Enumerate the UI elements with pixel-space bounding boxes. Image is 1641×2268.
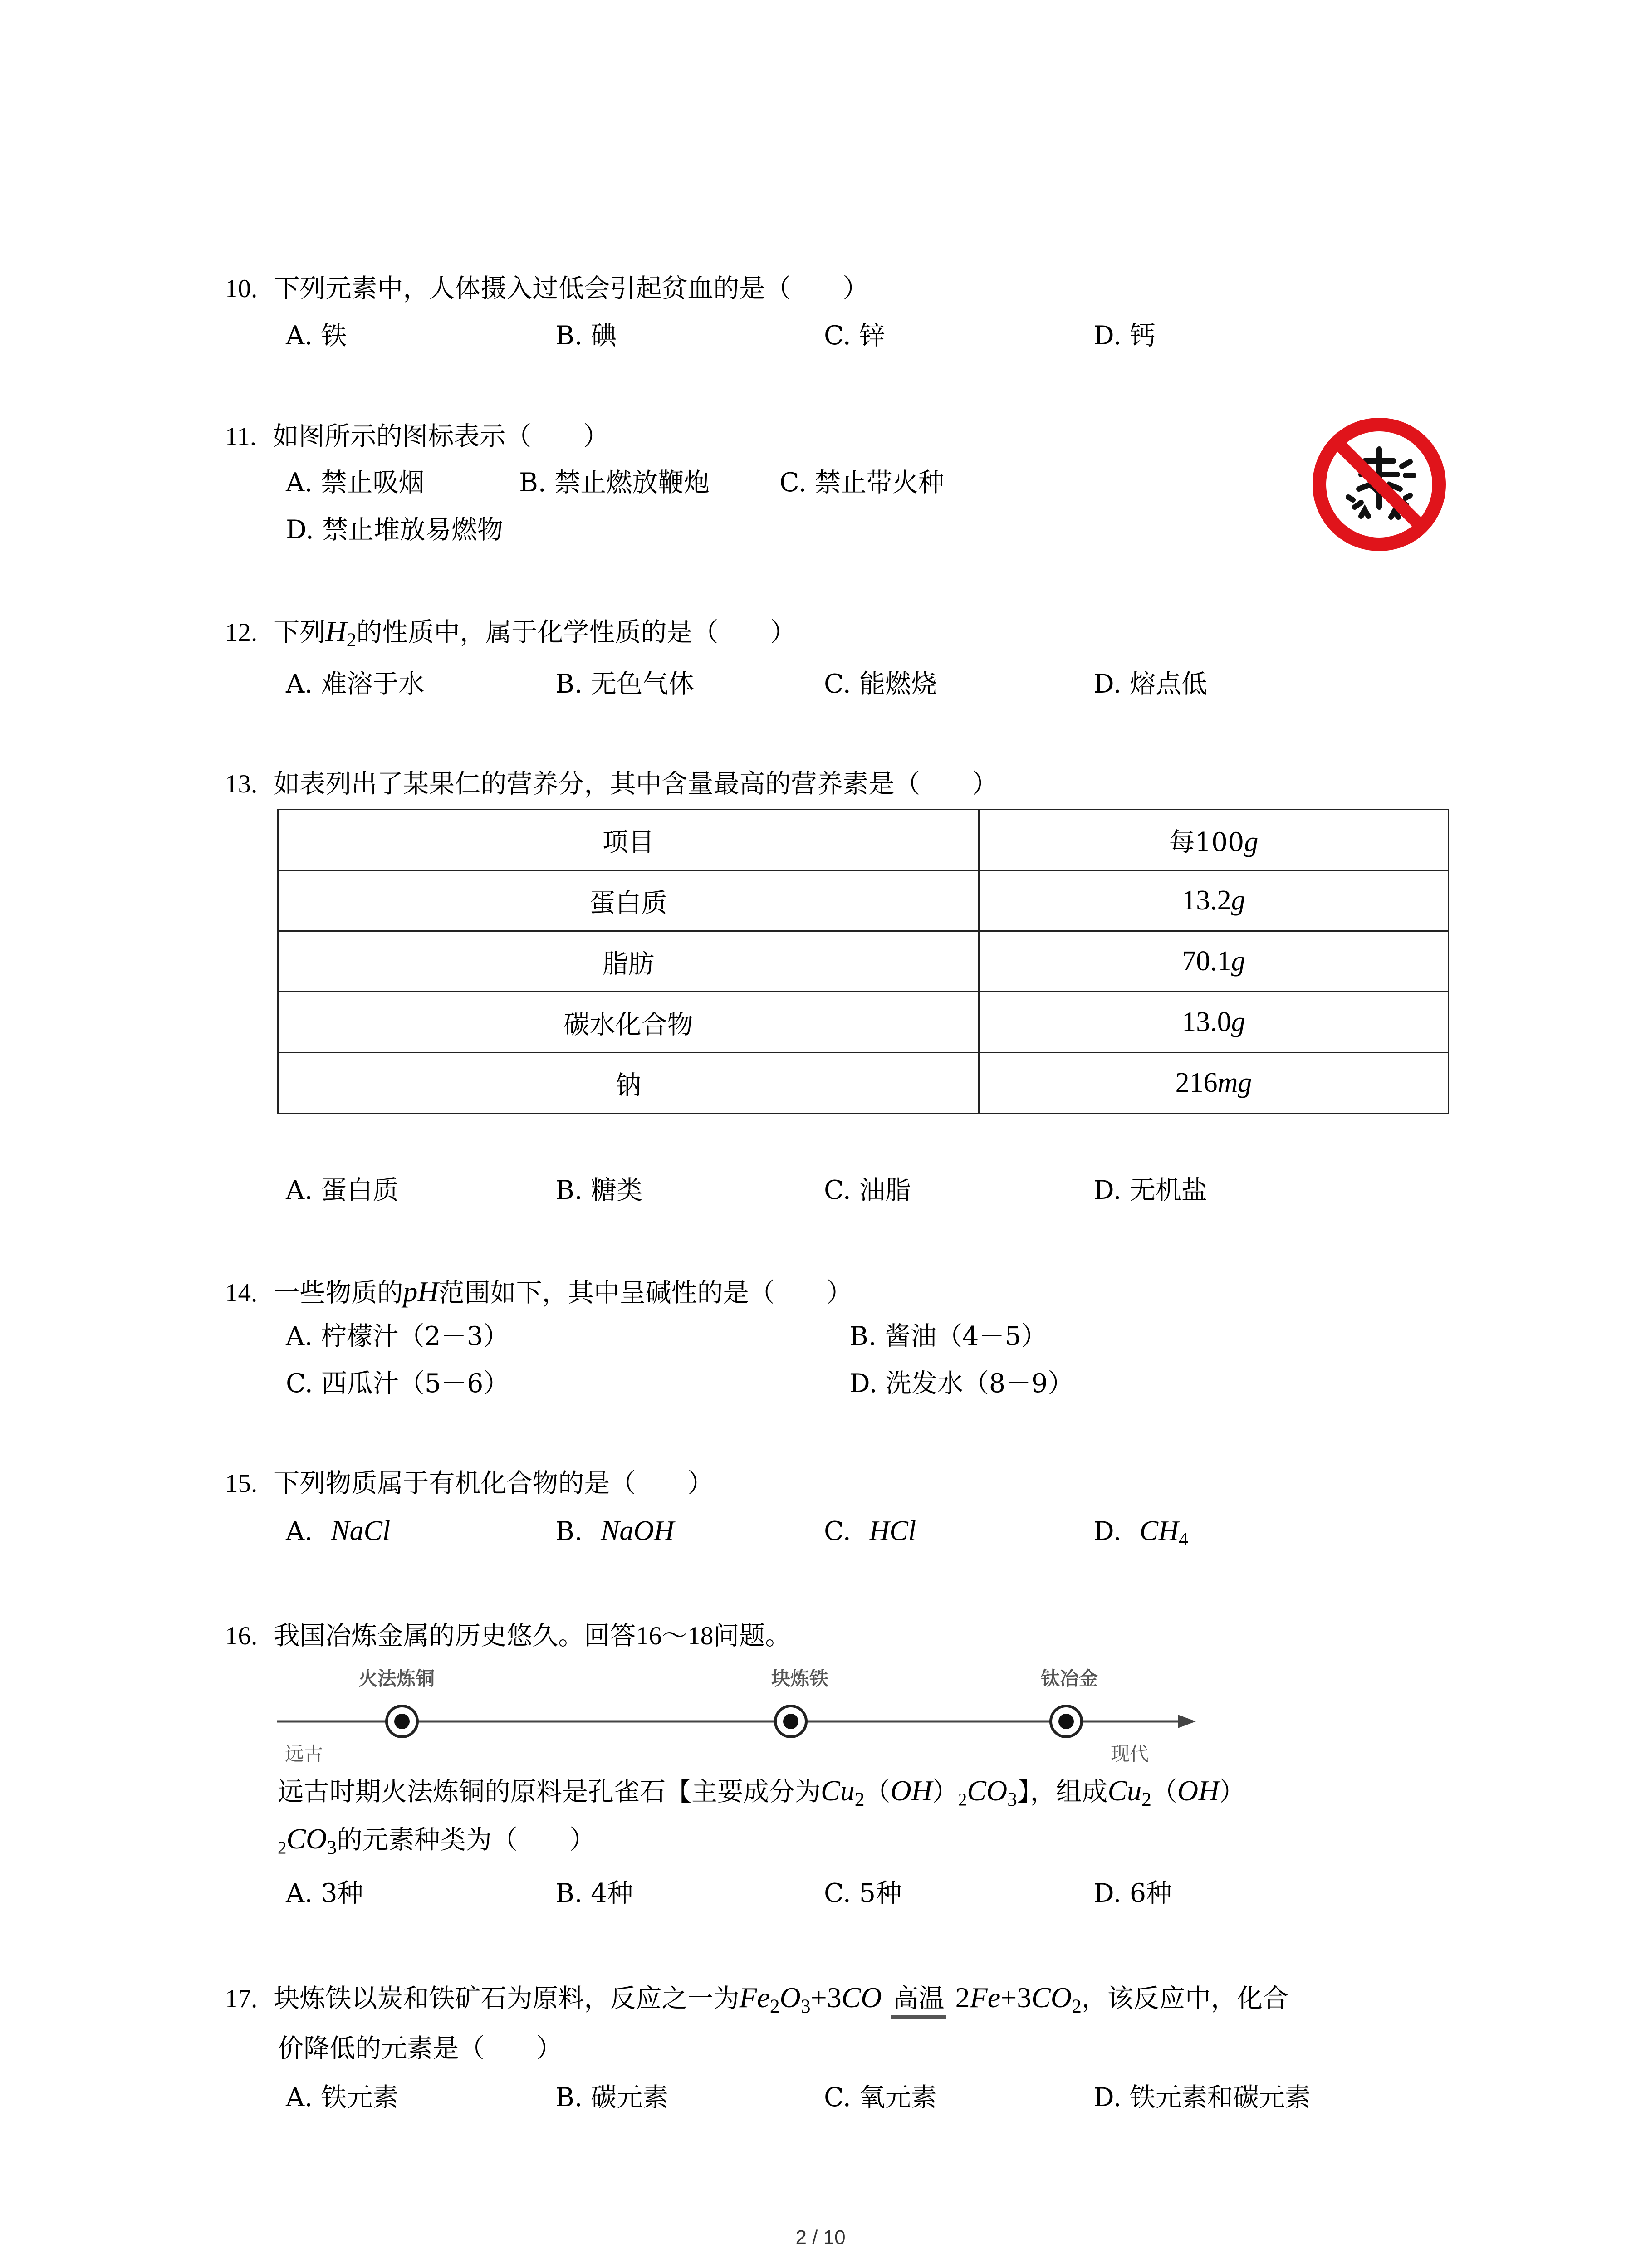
table-cell: 碳水化合物 (278, 992, 979, 1053)
question-number: 12. (225, 618, 258, 647)
question-17-stem-line2: 价降低的元素是（ ） (278, 2033, 562, 2063)
option-d: D. 6种 (1093, 1878, 1172, 1908)
question-number: 11. (225, 422, 257, 451)
question-number: 14. (225, 1279, 258, 1307)
option-c: C. 禁止带火种 (779, 468, 944, 498)
option-b: B. 酱油（4－5） (849, 1321, 1047, 1351)
timeline-event-label: 钛冶金 (1041, 1667, 1098, 1690)
question-text: 下列物质属于有机化合物的是（ ） (274, 1468, 714, 1498)
option-b: B. 糖类 (555, 1175, 643, 1205)
question-text: 块炼铁以炭和铁矿石为原料，反应之一为$Fe_2O_3+3CO$ 高温 $2Fe+3CO_2$，该反应中，化合 (274, 1981, 1288, 2018)
table-header-row (278, 810, 1449, 870)
table-cell: 70.1g (979, 931, 1449, 992)
option-a: A. 禁止吸烟 (286, 468, 425, 498)
table-row (278, 1053, 1449, 1114)
option-c: C. 西瓜汁（5－6） (286, 1369, 509, 1398)
nutrition-table (277, 809, 1449, 1114)
no-fireworks-sign-icon (1311, 416, 1447, 552)
question-number: 15. (225, 1469, 258, 1498)
option-c: C. 5种 (824, 1878, 902, 1908)
table-row (278, 931, 1449, 992)
question-16-stem (225, 1623, 791, 1649)
option-c: C. 油脂 (824, 1175, 911, 1205)
timeline-dot (1051, 1706, 1082, 1737)
option-a: A. NaCl (286, 1515, 391, 1546)
option-c: C. 氧元素 (824, 2082, 937, 2112)
option-d: D. 熔点低 (1093, 669, 1207, 699)
timeline-event-label: 火法炼铜 (358, 1667, 435, 1690)
question-number: 10. (225, 274, 258, 303)
option-d: D. 铁元素和碳元素 (1093, 2082, 1311, 2112)
question-12-stem (225, 615, 796, 651)
option-d: D. 洗发水（8－9） (849, 1369, 1074, 1398)
table-row (278, 992, 1449, 1053)
option-b: B. 碳元素 (555, 2082, 669, 2112)
question-13-stem (225, 771, 998, 797)
timeline-dot (387, 1706, 417, 1737)
option-a: A. 铁 (286, 321, 347, 351)
option-b: B. 碘 (555, 321, 617, 351)
option-a: A. 蛋白质 (286, 1175, 399, 1205)
table-header-cell: 项目 (278, 810, 979, 870)
table-cell: 216mg (979, 1053, 1449, 1114)
reaction-condition: 高温 (892, 1984, 945, 2014)
question-15-stem (225, 1468, 714, 1498)
question-16-body-line1: 远古时期火法炼铜的原料是孔雀石【主要成分为$Cu_2(OH)_2CO_3$】，组成$Cu_2(OH)$ (278, 1774, 1245, 1811)
option-d: D. 禁止堆放易燃物 (286, 515, 503, 545)
question-number: 17. (225, 1984, 258, 2013)
option-b: B. 4种 (555, 1878, 633, 1908)
question-17-stem (225, 1981, 1288, 2018)
option-b: B. NaOH (555, 1515, 674, 1546)
question-text: 下列$H_2$的性质中，属于化学性质的是（ ） (274, 615, 796, 651)
table-cell: 13.0g (979, 992, 1449, 1053)
question-text: 下列元素中，人体摄入过低会引起贫血的是（ ） (274, 274, 869, 303)
table-cell: 钠 (278, 1053, 979, 1114)
table-cell: 蛋白质 (278, 870, 979, 931)
question-text: 如表列出了某果仁的营养分，其中含量最高的营养素是（ ） (274, 769, 998, 799)
timeline-start-label: 远古 (285, 1743, 323, 1765)
option-b: B. 禁止燃放鞭炮 (519, 468, 710, 498)
table-row (278, 870, 1449, 931)
question-text: 我国冶炼金属的历史悠久。回答16～18问题。 (274, 1621, 791, 1651)
question-text: 如图所示的图标表示（ ） (273, 421, 609, 451)
question-text: 一些物质的pH范围如下，其中呈碱性的是（ ） (274, 1276, 852, 1308)
option-c: C. 锌 (824, 321, 885, 351)
option-b: B. 无色气体 (555, 669, 695, 699)
option-d: D. 钙 (1093, 321, 1156, 351)
question-number: 16. (225, 1622, 258, 1650)
question-10-stem (225, 276, 868, 302)
option-a: A. 3种 (286, 1878, 363, 1908)
option-c: C. 能燃烧 (824, 669, 937, 699)
timeline-end-label: 现代 (1111, 1743, 1149, 1765)
option-d: D. $CH_4$ (1093, 1515, 1189, 1550)
table-cell: 脂肪 (278, 931, 979, 992)
question-number: 13. (225, 770, 258, 798)
option-c: C. HCl (824, 1515, 916, 1546)
question-14-stem (225, 1277, 852, 1306)
table-header-cell: 每100g (979, 810, 1449, 870)
page-number: 2 / 10 (795, 2226, 846, 2248)
option-a: A. 柠檬汁（2－3） (286, 1321, 509, 1351)
question-11-stem (225, 421, 609, 451)
timeline-event-label: 块炼铁 (771, 1667, 829, 1690)
timeline-dot (775, 1706, 806, 1737)
question-16-body-line2: $_2CO_3$的元素种类为（ ） (278, 1823, 596, 1859)
option-a: A. 难溶于水 (286, 669, 425, 699)
option-a: A. 铁元素 (286, 2082, 399, 2112)
table-cell: 13.2g (979, 870, 1449, 931)
timeline-axis (272, 1696, 1198, 1746)
option-d: D. 无机盐 (1093, 1175, 1207, 1205)
formula-h2: $H_2$ (325, 615, 357, 651)
